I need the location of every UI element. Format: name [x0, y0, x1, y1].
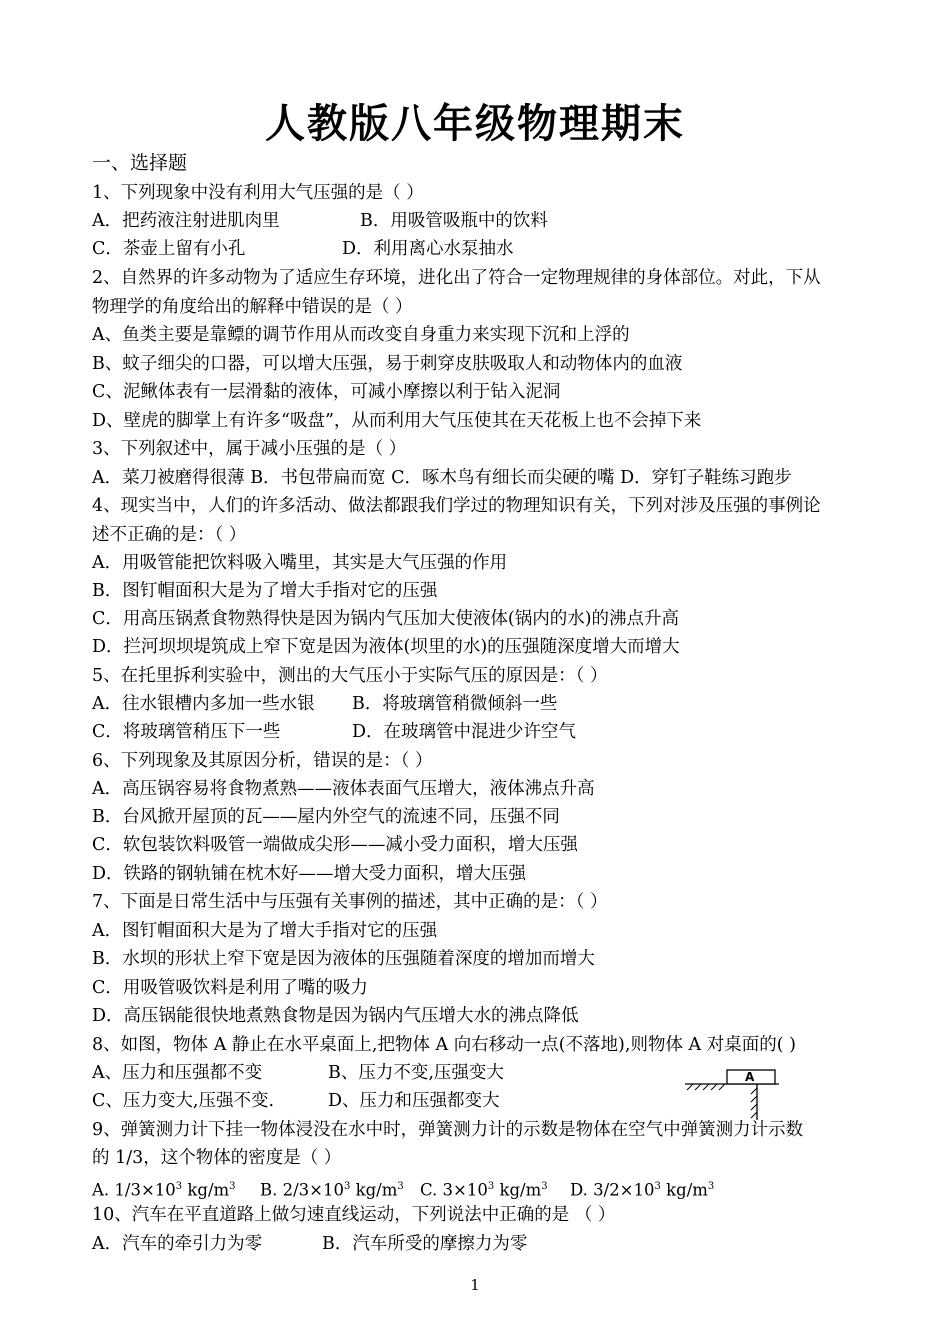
q9-option-b: B. $2/3\times 10^3$ $kg/m^3$: [260, 1180, 404, 1200]
q7-option-b: B．水坝的形状上窄下宽是因为液体的压强随着深度的增加而增大: [92, 949, 595, 969]
q5-option-c: C．将玻璃管稍压下一些: [92, 722, 281, 742]
q5-option-b: B．将玻璃管稍微倾斜一些: [352, 694, 558, 714]
q5-option-d: D．在玻璃管中混进少许空气: [352, 722, 577, 742]
q7-option-c: C．用吸管吸饮料是利用了嘴的吸力: [92, 978, 368, 998]
q10-option-a: A．汽车的牵引力为零: [92, 1234, 263, 1254]
q7-option-d: D．高压锅能很快地煮熟食物是因为锅内气压增大水的沸点降低: [92, 1006, 579, 1026]
q8-option-d: D、压力和压强都变大: [328, 1091, 500, 1111]
q5-option-a: A．往水银槽内多加一些水银: [92, 694, 315, 714]
q1-option-a: A．把药液注射进肌肉里: [92, 211, 280, 231]
q1-option-d: D．利用离心水泵抽水: [342, 239, 514, 259]
q3-options: A．菜刀被磨得很薄 B．书包带扁而宽 C．啄木鸟有细长而尖硬的嘴 D．穿钉子鞋练习跑步: [92, 468, 792, 488]
q2-option-a: A、鱼类主要是靠鳔的调节作用从而改变自身重力来实现下沉和上浮的: [92, 325, 630, 345]
q6-stem: 6、下列现象及其原因分析，错误的是：（ ）: [92, 751, 433, 771]
q4-option-c: C．用高压锅煮食物熟得快是因为锅内气压加大使液体(锅内的水)的沸点升高: [92, 609, 680, 629]
q9-stem-line1: 9、弹簧测力计下挂一物体浸没在水中时，弹簧测力计的示数是物体在空气中弹簧测力计示数: [92, 1120, 804, 1140]
q2-option-b: B、蚊子细尖的口器，可以增大压强，易于刺穿皮肤吸取人和动物体内的血液: [92, 354, 683, 374]
q2-stem-line2: 物理学的角度给出的解释中错误的是（ ）: [92, 297, 413, 317]
q4-option-d: D．拦河坝坝堤筑成上窄下宽是因为液体(坝里的水)的压强随深度增大而增大: [92, 637, 680, 657]
table-leg-hatching: [751, 1088, 757, 1118]
q2-stem-line1: 2、自然界的许多动物为了适应生存环境，进化出了符合一定物理规律的身体部位。对此，下从: [92, 268, 821, 288]
q9-option-c: C. $3\times 10^3$ $kg/m^3$: [420, 1180, 548, 1200]
q2-option-d: D、壁虎的脚掌上有许多“吸盘”，从而利用大气压使其在天花板上也不会掉下来: [92, 411, 702, 431]
q6-option-a: A．高压锅容易将食物煮熟——液体表面气压增大，液体沸点升高: [92, 779, 595, 799]
q2-option-c: C、泥鳅体表有一层滑黏的液体，可减小摩擦以利于钻入泥洞: [92, 382, 561, 402]
q9-stem-line2: 的 1/3，这个物体的密度是（ ）: [92, 1148, 342, 1168]
q1-stem: 1、下列现象中没有利用大气压强的是（ ）: [92, 183, 424, 203]
q6-option-d: D．铁路的钢轨铺在枕木好——增大受力面积，增大压强: [92, 864, 527, 884]
q10-option-b: B．汽车所受的摩擦力为零: [322, 1234, 528, 1254]
document-title: 人教版八年级物理期末: [265, 101, 685, 147]
q8-option-a: A、压力和压强都不变: [92, 1063, 263, 1083]
q6-option-b: B．台风掀开屋顶的瓦——屋内外空气的流速不同，压强不同: [92, 807, 560, 827]
q4-stem-line2: 述不正确的是：（ ）: [92, 525, 247, 545]
q7-option-a: A．图钉帽面积大是为了增大手指对它的压强: [92, 921, 438, 941]
table-block-figure: [683, 1064, 783, 1124]
q9-option-a: A. $1/3\times 10^3$ $kg/m^3$: [92, 1180, 236, 1200]
page-number: 1: [470, 1276, 480, 1294]
q4-option-a: A．用吸管能把饮料吸入嘴里，其实是大气压强的作用: [92, 553, 508, 573]
q8-stem: 8、如图，物体 A 静止在水平桌面上,把物体 A 向右移动一点(不落地),则物体 A 对桌面的( ): [92, 1035, 796, 1055]
block-a-label: A: [745, 1070, 755, 1084]
q9-option-d: D. $3/2\times 10^3$ $kg/m^3$: [570, 1180, 715, 1200]
q4-option-b: B．图钉帽面积大是为了增大手指对它的压强: [92, 581, 438, 601]
q7-stem: 7、下面是日常生活中与压强有关事例的描述，其中正确的是：（ ）: [92, 892, 608, 912]
q4-stem-line1: 4、现实当中，人们的许多活动、做法都跟我们学过的物理知识有关，下列对涉及压强的事例论: [92, 496, 821, 516]
q1-option-c: C．茶壶上留有小孔: [92, 239, 246, 259]
q6-option-c: C．软包装饮料吸管一端做成尖形——减小受力面积，增大压强: [92, 835, 578, 855]
q1-option-b: B．用吸管吸瓶中的饮料: [360, 211, 548, 231]
q8-option-c: C、压力变大,压强不变.: [92, 1091, 275, 1111]
section-heading: 一、选择题: [92, 152, 188, 174]
q8-option-b: B、压力不变,压强变大: [328, 1063, 504, 1083]
q10-stem: 10、汽车在平直道路上做匀速直线运动，下列说法中正确的是 （ ）: [92, 1205, 616, 1225]
table-hatching: [687, 1084, 725, 1090]
q3-stem: 3、下列叙述中，属于减小压强的是（ ）: [92, 439, 407, 459]
q5-stem: 5、在托里拆利实验中，测出的大气压小于实际气压的原因是：（ ）: [92, 666, 608, 686]
